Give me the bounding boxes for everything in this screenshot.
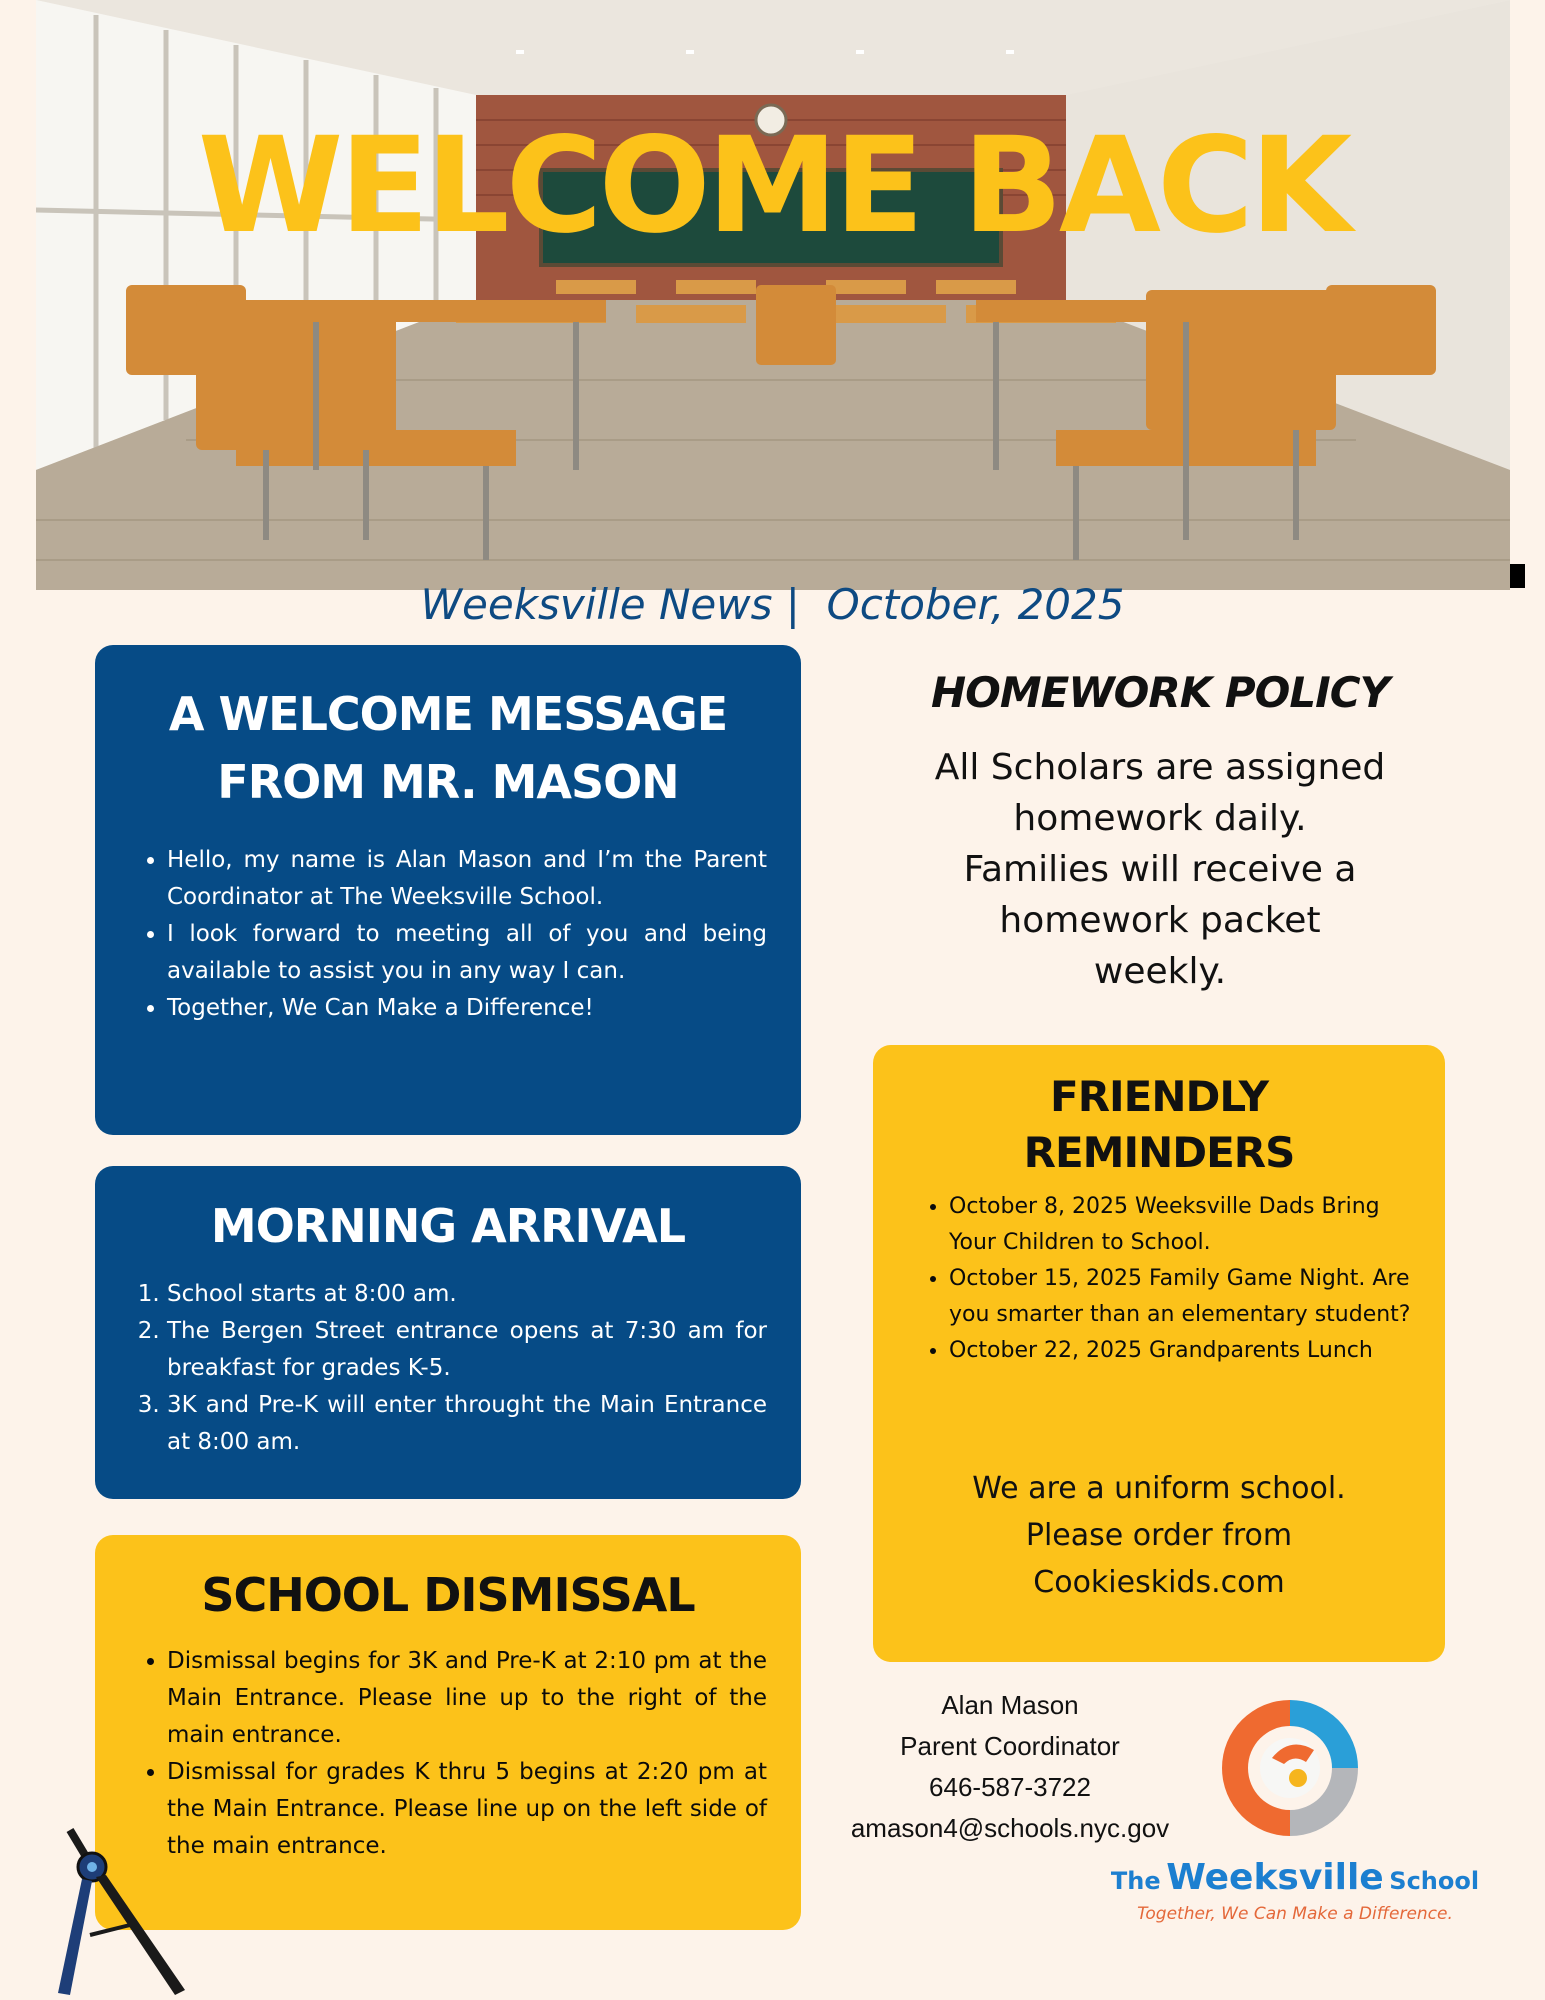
welcome-message-list	[95, 842, 801, 1027]
morning-arrival-list	[95, 1276, 801, 1461]
list-item: • Hello, my name is Alan Mason and I’m the Parent Coordinator at The Weeksville School.	[167, 842, 767, 916]
list-item: • October 8, 2025 Weeksville Dads Bring Your Children to School.	[949, 1189, 1415, 1261]
school-dismissal-list	[95, 1643, 801, 1865]
uniform-notice	[873, 1465, 1445, 1606]
contact-phone[interactable]: 646-587-3722	[929, 1772, 1091, 1802]
list-item: 3. 3K and Pre-K will enter throught the Main Entrance at 8:00 am.	[167, 1387, 767, 1461]
homework-line: Families will receive a	[963, 849, 1357, 890]
homework-line: homework daily.	[1013, 798, 1307, 839]
reminders-heading-line2: REMINDERS	[1023, 1128, 1295, 1177]
contact-email[interactable]: amason4@schools.nyc.gov	[850, 1813, 1170, 1843]
school-logo-name	[1105, 1857, 1485, 1898]
welcome-message-heading	[95, 680, 801, 816]
friendly-reminders-list	[873, 1189, 1445, 1369]
uniform-line: Cookieskids.com	[1033, 1565, 1285, 1600]
list-item: 2. The Bergen Street entrance opens at 7:30 am for breakfast for grades K-5.	[167, 1313, 767, 1387]
uniform-line: Please order from	[1025, 1518, 1293, 1553]
classroom-illustration	[36, 0, 1510, 590]
list-item: • I look forward to meeting all of you and being available to assist you in any way I can.	[167, 916, 767, 990]
welcome-message-panel	[95, 645, 801, 1135]
hero-title: WELCOME BACK	[197, 109, 1349, 263]
homework-line: All Scholars are assigned	[934, 747, 1386, 788]
compass-icon	[30, 1825, 200, 2000]
homework-policy-heading: HOMEWORK POLICY	[931, 668, 1389, 717]
school-dismissal-panel	[95, 1535, 801, 1930]
homework-policy-text	[880, 742, 1440, 997]
welcome-heading-line2: FROM MR. MASON	[217, 755, 679, 809]
hero-classroom-image	[36, 0, 1510, 590]
newsletter-masthead: Weeksville News | October, 2025	[420, 580, 1125, 629]
school-logo-emblem	[1210, 1688, 1370, 1848]
contact-name: Alan Mason	[941, 1690, 1079, 1720]
friendly-reminders-heading	[873, 1069, 1445, 1181]
friendly-reminders-panel	[873, 1045, 1445, 1662]
logo-word-weeksville: Weeksville	[1166, 1857, 1384, 1898]
list-item: • Dismissal begins for 3K and Pre-K at 2:10 pm at the Main Entrance. Please line up to the right of the main entrance.	[167, 1643, 767, 1754]
uniform-line: We are a uniform school.	[972, 1471, 1346, 1506]
list-item: • October 15, 2025 Family Game Night. Are you smarter than an elementary student?	[949, 1261, 1415, 1333]
logo-word-the: The	[1110, 1867, 1161, 1895]
list-item: • Dismissal for grades K thru 5 begins at 2:20 pm at the Main Entrance. Please line up on the left side of the main entrance.	[167, 1754, 767, 1865]
morning-arrival-heading: MORNING ARRIVAL	[210, 1199, 686, 1253]
school-dismissal-heading: SCHOOL DISMISSAL	[201, 1568, 695, 1622]
school-logo-tagline: Together, We Can Make a Difference.	[1137, 1904, 1453, 1924]
list-item: • October 22, 2025 Grandparents Lunch	[949, 1333, 1415, 1369]
contact-block	[830, 1685, 1190, 1849]
morning-arrival-panel	[95, 1166, 801, 1499]
reminders-heading-line1: FRIENDLY	[1050, 1072, 1268, 1121]
list-item: 1. School starts at 8:00 am.	[167, 1276, 767, 1313]
homework-line: homework packet	[999, 900, 1321, 941]
logo-word-school: School	[1389, 1867, 1480, 1895]
contact-role: Parent Coordinator	[900, 1731, 1120, 1761]
homework-line: weekly.	[1093, 951, 1227, 992]
welcome-heading-line1: A WELCOME MESSAGE	[168, 687, 728, 741]
list-item: • Together, We Can Make a Difference!	[167, 990, 767, 1027]
